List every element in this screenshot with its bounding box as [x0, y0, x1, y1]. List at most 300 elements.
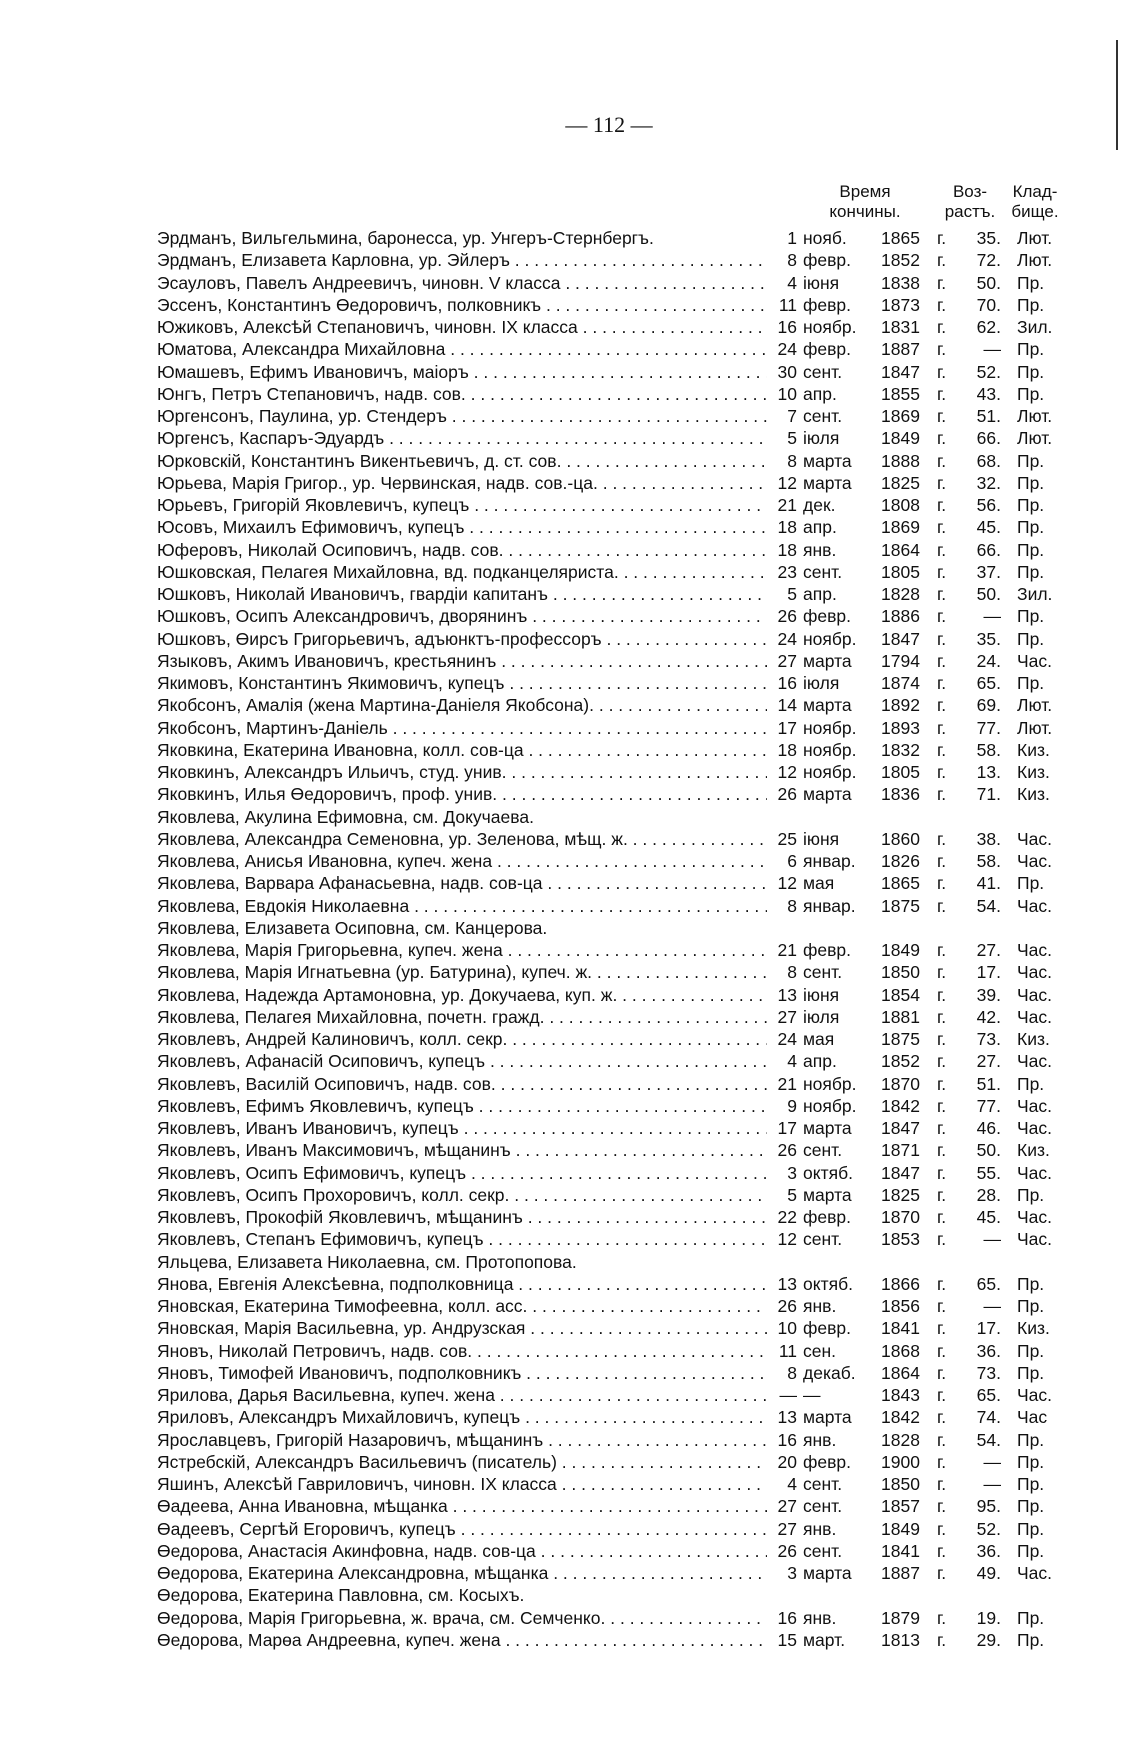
entry-death-year: 1849 — [881, 428, 920, 449]
entry-death-month: февр. — [803, 294, 852, 315]
entry-age: 65. — [976, 1273, 1001, 1294]
entry-age: 43. — [976, 383, 1001, 404]
entry-death-year: 1873 — [881, 294, 920, 315]
entry-age: 42. — [976, 1006, 1001, 1027]
entry-death-year: 1860 — [881, 828, 920, 849]
entry-name: Өедорова, Екатерина Александровна, мѣщанка . . . — [157, 1562, 767, 1584]
entry-death-month: сент. — [803, 1474, 843, 1494]
entry-death-year: 1856 — [881, 1296, 920, 1316]
entry-death-month: январ. — [803, 851, 856, 871]
entry-name: Яковлевъ, Прокофій Яковлевичъ, мѣщанинъ . . . — [157, 1206, 767, 1228]
entry-age: 50. — [976, 584, 1001, 604]
register-entry — [157, 583, 1137, 605]
entry-year-suffix: г. — [937, 317, 947, 337]
entry-age: 70. — [976, 294, 1001, 315]
entry-death-month: марта — [803, 695, 852, 716]
register-entry — [157, 294, 1137, 316]
entry-death-day: 27 — [777, 650, 797, 671]
entry-death-year: 1900 — [881, 1451, 920, 1472]
entry-death-month: апр. — [803, 584, 837, 604]
entry-cemetery: Киз. — [1017, 739, 1050, 760]
entry-name: Яковлева, Евдокія Николаевна . . . — [157, 895, 767, 917]
entry-death-year: 1870 — [881, 1207, 920, 1227]
entry-age: 36. — [976, 1540, 1001, 1561]
entry-death-year: 1843 — [881, 1385, 920, 1405]
entry-death-day: 11 — [778, 1340, 797, 1361]
entry-cemetery: Пр. — [1017, 1429, 1045, 1450]
entry-death-month: ноябр. — [803, 1073, 857, 1094]
entry-death-day: 26 — [777, 784, 797, 805]
entry-death-year: 1869 — [881, 517, 920, 538]
entry-death-day: 27 — [777, 1518, 797, 1539]
entry-cemetery: Час. — [1017, 1563, 1053, 1583]
entry-cemetery: Зил. — [1017, 584, 1053, 604]
register-entry — [157, 1317, 1137, 1339]
entry-year-suffix: г. — [937, 1362, 947, 1383]
entry-death-year: 1805 — [881, 561, 920, 582]
entry-name: Яковлевъ, Осипъ Прохоровичъ, колл. секр. . . . — [157, 1184, 767, 1206]
entry-year-suffix: г. — [937, 1451, 947, 1472]
entry-death-day: 13 — [777, 984, 797, 1005]
entry-death-day: 18 — [777, 517, 797, 538]
entry-age: 19. — [976, 1607, 1001, 1628]
entry-death-day: 12 — [777, 1229, 797, 1250]
register-entry — [157, 450, 1137, 472]
entry-death-year: 1841 — [881, 1540, 920, 1561]
register-entry — [157, 361, 1137, 383]
entry-death-day: 14 — [777, 695, 797, 716]
entry-name: Южиковъ, Алексѣй Степановичъ, чиновн. IX класса . . . — [157, 316, 767, 338]
entry-cemetery: Пр. — [1017, 1362, 1045, 1383]
entry-death-day: 26 — [777, 1140, 797, 1161]
entry-name: Яновъ, Николай Петровичъ, надв. сов. . . . — [157, 1340, 767, 1362]
entry-death-month: декаб. — [803, 1362, 856, 1383]
entry-death-month: ноябр. — [803, 628, 857, 649]
entry-age: 27. — [976, 940, 1001, 960]
entry-year-suffix: г. — [937, 1385, 947, 1405]
entry-death-month: сент. — [803, 1140, 843, 1161]
entry-death-day: 26 — [777, 606, 797, 627]
entry-death-year: 1825 — [881, 1184, 920, 1205]
entry-death-day: 8 — [787, 1362, 797, 1383]
entry-death-year: 1892 — [881, 695, 920, 716]
entry-year-suffix: г. — [937, 1407, 947, 1428]
register-entry — [157, 628, 1137, 650]
entry-death-month: янв. — [803, 1429, 837, 1450]
entry-cemetery: Пр. — [1017, 272, 1045, 293]
register-entry — [157, 1295, 1137, 1317]
register-entry — [157, 1429, 1137, 1451]
register-entry — [157, 539, 1137, 561]
entry-name: Юмашевъ, Ефимъ Ивановичъ, маіоръ . . . — [157, 361, 767, 383]
entry-death-year: 1874 — [881, 673, 920, 693]
entry-death-day: 21 — [777, 940, 797, 960]
register-entry — [157, 828, 1137, 850]
register-entry — [157, 939, 1137, 961]
entry-death-day: 7 — [787, 406, 797, 426]
entry-age: 71. — [976, 784, 1001, 805]
register-entry — [157, 1184, 1137, 1206]
entry-death-year: 1871 — [881, 1140, 920, 1161]
entry-year-suffix: г. — [937, 539, 947, 560]
entry-name: Юрьева, Марія Григор., ур. Червинская, надв. сов.-ца. . . . — [157, 472, 767, 494]
entry-death-day: 16 — [777, 673, 797, 693]
entry-cemetery: Лют. — [1017, 695, 1053, 716]
entry-death-year: 1893 — [881, 717, 920, 738]
entry-cemetery: Пр. — [1017, 539, 1045, 560]
entry-cemetery: Час. — [1017, 1385, 1053, 1405]
entry-name: Өедорова, Екатерина Павловна, см. Косыхъ. — [157, 1585, 525, 1606]
entry-death-day: 17 — [777, 717, 797, 738]
register-entry — [157, 650, 1137, 672]
entry-name: Яшинъ, Алексѣй Гавриловичъ, чиновн. IX класса . . . — [157, 1473, 767, 1495]
entry-death-year: 1841 — [881, 1318, 920, 1339]
entry-death-month: октяб. — [803, 1273, 853, 1294]
entry-cemetery: Час. — [1017, 940, 1053, 960]
entry-cemetery: Пр. — [1017, 472, 1045, 493]
entry-death-day: 24 — [777, 628, 797, 649]
entry-name: Юрковскій, Константинъ Викентьевичъ, д. ст. сов. . . . — [157, 450, 767, 472]
register-entry — [157, 494, 1137, 516]
entry-age: 13. — [976, 762, 1001, 782]
entry-year-suffix: г. — [937, 873, 947, 894]
register-entry — [157, 984, 1137, 1006]
entry-death-day: 27 — [777, 1496, 797, 1517]
entry-year-suffix: г. — [937, 495, 947, 515]
entry-cemetery: Лют. — [1017, 250, 1053, 271]
entry-death-month: февр. — [803, 940, 852, 960]
entry-death-year: 1794 — [881, 650, 920, 671]
register-entry — [157, 895, 1137, 917]
entry-year-suffix: г. — [937, 1229, 947, 1250]
entry-death-day: 12 — [777, 873, 797, 894]
entry-age: 52. — [976, 1518, 1001, 1539]
entry-year-suffix: г. — [937, 250, 947, 271]
entry-name: Эрдманъ, Вильгельмина, баронесса, ур. Унгеръ-Стернбергъ. — [157, 228, 654, 248]
entry-year-suffix: г. — [937, 1207, 947, 1227]
entry-death-day: 23 — [777, 561, 797, 582]
entry-death-day: 26 — [777, 1540, 797, 1561]
entry-death-month: сент. — [803, 361, 843, 382]
header-cemetery-line1: Клад- — [1012, 182, 1058, 201]
register-entry — [157, 1006, 1137, 1028]
entry-death-year: 1832 — [881, 739, 920, 760]
entry-cemetery: Пр. — [1017, 339, 1045, 360]
entry-death-month: сен. — [803, 1340, 837, 1361]
entry-death-year: 1838 — [881, 272, 920, 293]
entry-year-suffix: г. — [937, 1318, 947, 1339]
entry-death-day: 17 — [777, 1118, 797, 1138]
entry-name: Өадеевъ, Сергѣй Егоровичъ, купецъ . . . — [157, 1518, 767, 1540]
entry-cemetery: Час. — [1017, 851, 1053, 871]
register-entry — [157, 1028, 1137, 1050]
entry-cemetery: Пр. — [1017, 450, 1045, 471]
register-entry — [157, 1273, 1137, 1295]
register-entry — [157, 1206, 1137, 1228]
entry-year-suffix: г. — [937, 1006, 947, 1027]
entry-death-month: сент. — [803, 1496, 843, 1517]
entry-cemetery: Пр. — [1017, 873, 1045, 894]
entry-age: 51. — [976, 406, 1001, 426]
entry-death-day: 8 — [787, 895, 797, 916]
entry-death-year: 1850 — [881, 962, 920, 983]
entry-name: Яковлевъ, Василій Осиповичъ, надв. сов. . . . — [157, 1073, 767, 1095]
entry-death-year: 1852 — [881, 250, 920, 271]
entry-cemetery: Киз. — [1017, 1029, 1050, 1049]
header-age-line1: Воз- — [952, 182, 988, 201]
entry-name: Яковлевъ, Иванъ Ивановичъ, купецъ . . . — [157, 1117, 767, 1139]
entry-cemetery: Лют. — [1017, 717, 1053, 738]
entry-death-year: 1847 — [881, 1162, 920, 1183]
entry-name: Юматова, Александра Михайловна . . . — [157, 338, 767, 360]
entry-death-month: февр. — [803, 339, 852, 360]
entry-death-month: ноябр. — [803, 317, 857, 337]
entry-death-day: 12 — [777, 762, 797, 782]
entry-age: 66. — [976, 539, 1001, 560]
register-entry — [157, 1629, 1137, 1651]
entry-age: 73. — [976, 1029, 1001, 1049]
entry-death-month: марта — [803, 472, 852, 493]
entry-death-day: 1 — [787, 228, 797, 248]
entry-cemetery: Пр. — [1017, 361, 1045, 382]
entry-year-suffix: г. — [937, 561, 947, 582]
entry-year-suffix: г. — [937, 472, 947, 493]
entry-death-month: сент. — [803, 406, 843, 426]
entry-age: 77. — [976, 1095, 1001, 1116]
entry-age: 49. — [976, 1563, 1001, 1583]
entry-age: 54. — [976, 1429, 1001, 1450]
entry-death-month: февр. — [803, 250, 852, 271]
entry-year-suffix: г. — [937, 895, 947, 916]
entry-year-suffix: г. — [937, 784, 947, 805]
register-entry — [157, 1228, 1137, 1250]
entry-death-day: 4 — [787, 272, 797, 293]
entry-death-month: октяб. — [803, 1162, 853, 1183]
entry-death-year: 1850 — [881, 1474, 920, 1494]
entry-year-suffix: г. — [937, 1340, 947, 1361]
entry-year-suffix: г. — [937, 406, 947, 426]
header-age-line2: растъ. — [944, 202, 996, 221]
entry-death-year: 1855 — [881, 383, 920, 404]
entry-year-suffix: г. — [937, 428, 947, 449]
entry-year-suffix: г. — [937, 1429, 947, 1450]
entry-age: 29. — [976, 1629, 1001, 1650]
entry-cemetery: Пр. — [1017, 606, 1045, 627]
entry-death-day: 5 — [787, 584, 797, 604]
register-entry — [157, 783, 1137, 805]
entry-death-year: 1842 — [881, 1407, 920, 1428]
entry-death-year: 1887 — [881, 339, 920, 360]
entry-name: Юшковъ, Николай Ивановичъ, гвардіи капитанъ . . . — [157, 583, 767, 605]
entry-cemetery: Зил. — [1017, 317, 1053, 337]
register-entry — [157, 405, 1137, 427]
entry-name: Яковлева, Пелагея Михайловна, почетн. гражд. . . . — [157, 1006, 767, 1028]
entry-death-year: 1826 — [881, 851, 920, 871]
register-entry — [157, 272, 1137, 294]
entry-death-day: 9 — [787, 1095, 797, 1116]
entry-age: 65. — [976, 1385, 1001, 1405]
entry-death-day: 25 — [777, 828, 797, 849]
register-entry — [157, 1095, 1137, 1117]
entry-death-year: 1888 — [881, 450, 920, 471]
entry-death-month: марта — [803, 650, 852, 671]
entry-cemetery: Пр. — [1017, 1184, 1045, 1205]
entry-cemetery: Час. — [1017, 984, 1053, 1005]
register-entry — [157, 694, 1137, 716]
entry-death-year: 1865 — [881, 873, 920, 894]
entry-year-suffix: г. — [937, 695, 947, 716]
register-entry — [157, 1540, 1137, 1562]
entry-death-day: 16 — [777, 1607, 797, 1628]
entry-name: Якобсонъ, Амалія (жена Мартина-Даніеля Якобсона). . . . — [157, 694, 767, 716]
entry-cemetery: Пр. — [1017, 495, 1045, 515]
register-entry — [157, 717, 1137, 739]
entry-name: Яновъ, Тимофей Ивановичъ, подполковникъ . . . — [157, 1362, 767, 1384]
register-entry — [157, 383, 1137, 405]
entry-death-day: 26 — [777, 1296, 797, 1316]
entry-death-year: 1854 — [881, 984, 920, 1005]
entry-name: Яковлевъ, Иванъ Максимовичъ, мѣщанинъ . . . — [157, 1139, 767, 1161]
entry-death-month: іюля — [803, 428, 840, 449]
entry-death-month: мая — [803, 873, 835, 894]
entry-year-suffix: г. — [937, 628, 947, 649]
entry-death-year: 1864 — [881, 539, 920, 560]
register-entry — [157, 1473, 1137, 1495]
entry-death-month: январ. — [803, 895, 856, 916]
page-number: — 112 — — [565, 112, 653, 137]
entry-year-suffix: г. — [937, 962, 947, 983]
entry-age: 74. — [976, 1407, 1001, 1428]
register-entry — [157, 872, 1137, 894]
entry-year-suffix: г. — [937, 1607, 947, 1628]
entry-age: 39. — [976, 984, 1001, 1005]
entry-name: Эрдманъ, Елизавета Карловна, ур. Эйлеръ . . . — [157, 249, 767, 271]
entry-cemetery: Пр. — [1017, 1607, 1045, 1628]
entry-death-month: дек. — [803, 495, 836, 515]
entry-death-day: 6 — [787, 851, 797, 871]
register-entry — [157, 1495, 1137, 1517]
entry-cemetery: Час. — [1017, 962, 1053, 983]
register-entry — [157, 672, 1137, 694]
entry-death-month: іюня — [803, 984, 840, 1005]
entry-name: Юшковъ, Осипъ Александровичъ, дворянинъ . . . — [157, 605, 767, 627]
entry-age: — — [983, 606, 1001, 627]
register-entry — [157, 427, 1137, 449]
entry-year-suffix: г. — [937, 1140, 947, 1161]
entry-year-suffix: г. — [937, 1629, 947, 1650]
entry-year-suffix: г. — [937, 1029, 947, 1049]
entry-cemetery: Лют. — [1017, 228, 1053, 248]
entry-name: Яковлевъ, Ефимъ Яковлевичъ, купецъ . . . — [157, 1095, 767, 1117]
entry-name: Өедорова, Марія Григорьевна, ж. врача, см. Семченко. . . . — [157, 1607, 767, 1629]
entry-age: 24. — [976, 650, 1001, 671]
entry-name: Юшковъ, Өирсъ Григорьевичъ, адъюнктъ-профессоръ . . . — [157, 628, 767, 650]
entry-name: Юргенсъ, Каспаръ-Эдуардъ . . . — [157, 427, 767, 449]
entry-death-year: 1887 — [881, 1563, 920, 1583]
entry-death-year: 1828 — [881, 1429, 920, 1450]
entry-name: Яковлева, Александра Семеновна, ур. Зеленова, мѣщ. ж. . . . — [157, 828, 767, 850]
entry-death-month: марта — [803, 450, 852, 471]
entry-death-month: сент. — [803, 962, 843, 983]
entry-name: Эссенъ, Константинъ Өедоровичъ, полковникъ . . . — [157, 294, 767, 316]
register-entry — [157, 338, 1137, 360]
register-entry — [157, 917, 1137, 939]
entry-death-year: 1875 — [881, 1029, 920, 1049]
entry-cemetery: Час. — [1017, 828, 1053, 849]
entry-cemetery: Пр. — [1017, 383, 1045, 404]
entry-age: 27. — [976, 1051, 1001, 1072]
register-entry — [157, 1584, 1137, 1606]
entry-death-day: 4 — [787, 1474, 797, 1494]
entry-name: Якимовъ, Константинъ Якимовичъ, купецъ . . . — [157, 672, 767, 694]
entry-death-day: 16 — [777, 1429, 797, 1450]
entry-death-month: февр. — [803, 1451, 852, 1472]
entry-death-day: 21 — [777, 1073, 797, 1094]
entry-cemetery: Пр. — [1017, 1073, 1045, 1094]
entry-name: Яковлевъ, Афанасій Осиповичъ, купецъ . . . — [157, 1050, 767, 1072]
entry-year-suffix: г. — [937, 1540, 947, 1561]
register-entry — [157, 249, 1137, 271]
entry-death-month: янв. — [803, 1518, 837, 1539]
entry-death-month: апр. — [803, 1051, 837, 1072]
entry-age: 28. — [976, 1184, 1001, 1205]
entry-death-month: ноябр. — [803, 717, 857, 738]
entry-name: Яковкина, Екатерина Ивановна, колл. сов-ца . . . — [157, 739, 767, 761]
entry-name: Юнгъ, Петръ Степановичъ, надв. сов. . . . — [157, 383, 767, 405]
entry-death-year: 1852 — [881, 1051, 920, 1072]
entry-age: 50. — [976, 272, 1001, 293]
entry-age: 72. — [976, 250, 1001, 271]
entry-year-suffix: г. — [937, 1296, 947, 1316]
entry-cemetery: Пр. — [1017, 1540, 1045, 1561]
entry-cemetery: Пр. — [1017, 1273, 1045, 1294]
entry-death-day: 15 — [777, 1629, 797, 1650]
entry-year-suffix: г. — [937, 339, 947, 360]
entry-name: Юргенсонъ, Паулина, ур. Стендеръ . . . — [157, 405, 767, 427]
entry-death-day: 8 — [787, 450, 797, 471]
entry-cemetery: Час. — [1017, 1162, 1053, 1183]
entry-cemetery: Пр. — [1017, 628, 1045, 649]
entry-year-suffix: г. — [937, 1095, 947, 1116]
entry-cemetery: Киз. — [1017, 1140, 1050, 1161]
entry-death-month: апр. — [803, 383, 837, 404]
register-entry — [157, 1362, 1137, 1384]
entry-cemetery: Пр. — [1017, 1451, 1045, 1472]
entry-death-day: 10 — [777, 1318, 797, 1339]
entry-name: Яковлева, Варвара Афанасьевна, надв. сов-ца . . . — [157, 872, 767, 894]
register-entry — [157, 739, 1137, 761]
entry-age: 56. — [976, 495, 1001, 515]
entry-name: Яковлевъ, Осипъ Ефимовичъ, купецъ . . . — [157, 1162, 767, 1184]
entry-age: 62. — [976, 317, 1001, 337]
register-entry — [157, 1384, 1137, 1406]
entry-year-suffix: г. — [937, 1073, 947, 1094]
entry-death-year: 1864 — [881, 1362, 920, 1383]
register-entry — [157, 1251, 1137, 1273]
entry-death-year: 1847 — [881, 1118, 920, 1138]
entry-age: — — [983, 1474, 1001, 1494]
entry-name: Яковкинъ, Александръ Ильичъ, студ. унив. . . . — [157, 761, 767, 783]
register-entry — [157, 1518, 1137, 1540]
entry-cemetery: Час. — [1017, 1095, 1053, 1116]
entry-age: 45. — [976, 517, 1001, 538]
entry-death-day: 27 — [777, 1006, 797, 1027]
entry-year-suffix: г. — [937, 717, 947, 738]
entry-year-suffix: г. — [937, 361, 947, 382]
entry-death-year: 1857 — [881, 1496, 920, 1517]
entry-death-year: 1853 — [881, 1229, 920, 1250]
entry-death-month: іюля — [803, 673, 840, 693]
